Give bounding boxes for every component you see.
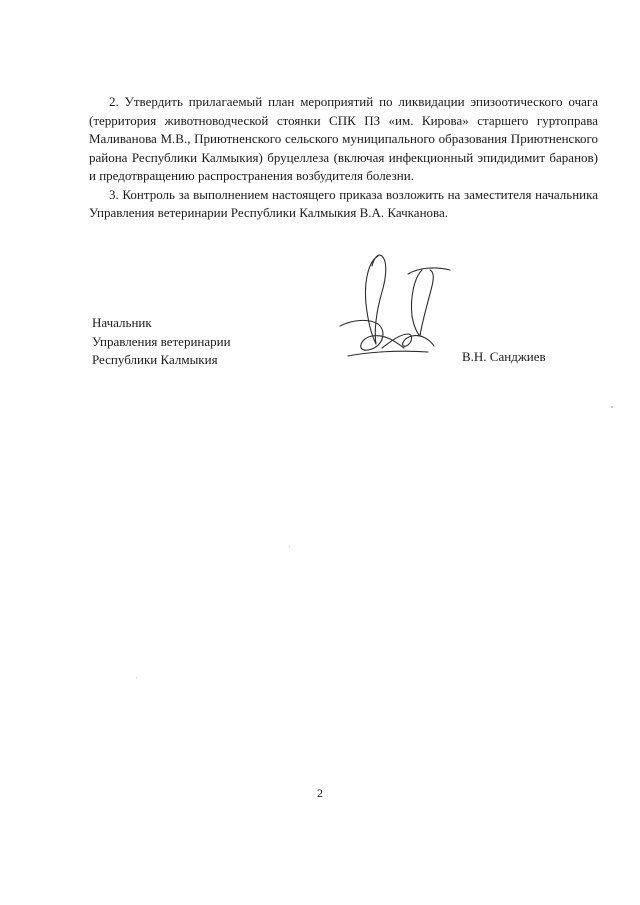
handwritten-signature [338, 252, 458, 364]
signatory-name: В.Н. Санджиев [462, 349, 546, 364]
paragraph-item-3: 3. Контроль за выполнением настоящего приказа возложить на заместителя начальника Управления ветеринарии Республики Калмыкия В.А. Качканова. [89, 186, 598, 220]
scan-speck [289, 546, 290, 547]
document-body [89, 93, 598, 223]
signatory-title-line: Республики Калмыкия [92, 352, 218, 367]
paragraph-item-2: 2. Утвердить прилагаемый план мероприятий по ликвидации эпизоотического очага (территория животноводческой стоянки СПК ПЗ «им. Кирова» старшего гуртоправа Маливанова М.В., Приютненского сельского муниципального образования Приютненского района Республики Калмыкия) бруцеллеза (включая инфекционный эпидидимит баранов) и предотвращению распространения возбудителя болезни. [89, 94, 598, 183]
signatory-title-line: Начальник [92, 315, 152, 330]
signatory-title-line: Управления ветеринарии [92, 333, 231, 349]
page-number: 2 [317, 786, 323, 800]
scan-speck [611, 406, 613, 408]
signatory-title [92, 314, 231, 370]
scan-speck [136, 677, 137, 678]
